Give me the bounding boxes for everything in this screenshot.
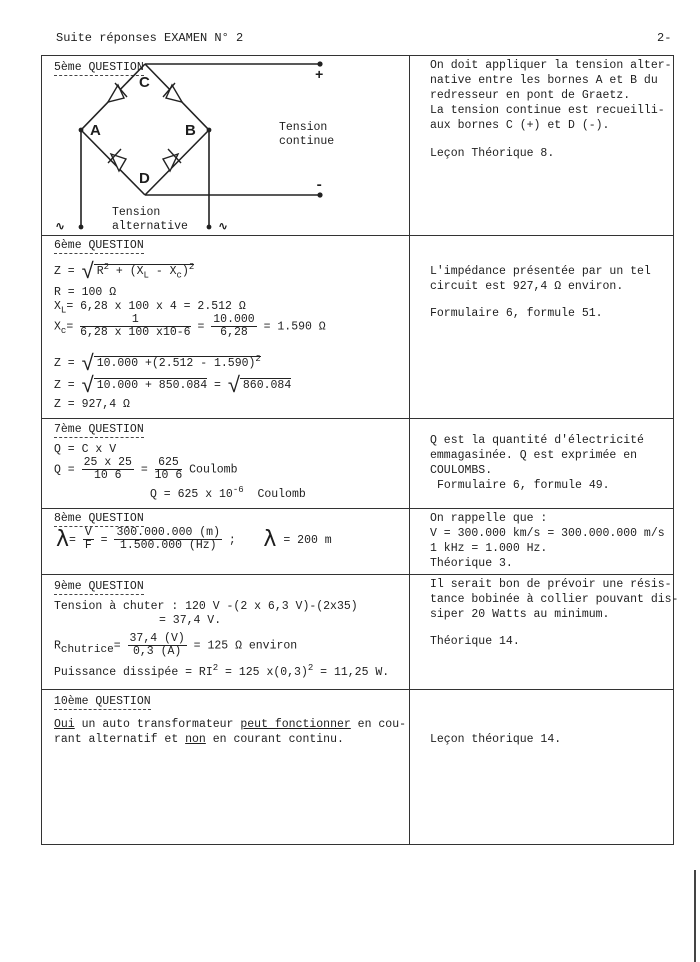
formula-text: Puissance dissipée = RI [54, 665, 213, 679]
numerator: 10.000 [213, 313, 255, 326]
formula-text: = 200 m [283, 534, 332, 547]
denominator: 1.500.000 (Hz) [119, 539, 217, 553]
question-8-cell [42, 509, 409, 574]
minus-terminal-label: - [315, 178, 324, 194]
numerator: 625 [155, 457, 183, 470]
diode-icon [163, 149, 181, 171]
formula-text: = [66, 320, 74, 334]
reference: Théorique 14. [430, 635, 520, 648]
formula-line: Puissance dissipée = $RI^2 = 125$ $x(0,3)^2 = 11,25$ W. [54, 663, 390, 679]
ac-voltage-label: alternative [112, 220, 188, 233]
node-label-b: B [185, 122, 196, 139]
lambda-symbol: λ [56, 527, 70, 552]
emphasis: Oui [54, 718, 75, 731]
formula-text: = 125 Ω environ [193, 639, 298, 653]
formula-text: en cou- [350, 718, 406, 731]
exponent: 2 [188, 262, 195, 273]
formula-wavelength: λ= $\frac{V}{F}$ = $\frac{300.000.000 (m)}{1.500.000 (Hz)}$ ; λ = 200 m [56, 526, 332, 553]
node-label-c: C [139, 74, 150, 91]
formula-text: un auto transformateur [74, 718, 241, 731]
fraction [83, 527, 94, 552]
answer-line: circuit est 927,4 Ω environ. [430, 280, 624, 293]
reference: Formulaire 6, formule 51. [430, 307, 603, 320]
answer-line: 1 kHz = 1.000 Hz. [430, 542, 548, 555]
answers-table [41, 55, 679, 845]
question-10-cell [42, 690, 409, 844]
ac-symbol-icon: ∿ [218, 219, 229, 233]
fraction [114, 527, 222, 552]
answer-10-cell [410, 690, 673, 844]
question-title: 5ème QUESTION [54, 61, 144, 74]
answer-line: On rappelle que : [430, 512, 548, 525]
formula-text: X [54, 320, 61, 334]
plus-terminal-label: + [315, 68, 324, 84]
answer-line: V = 300.000 km/s = 300.000.000 m/s [430, 527, 665, 540]
fraction [128, 633, 187, 658]
formula-impedance [54, 258, 194, 284]
document-header-title: Suite réponses EXAMEN N° 2 [56, 31, 244, 45]
exponent: -6 [232, 485, 244, 495]
formula-text: Q = [54, 463, 82, 477]
formula-line [54, 633, 297, 658]
formula-text: 10.000 +(2.512 - 1.590) [96, 357, 256, 370]
diode-icon [108, 149, 126, 171]
reference: Formulaire 6, formule 49. [437, 479, 610, 492]
answer-line [54, 732, 344, 747]
answer-line: siper 20 Watts au minimum. [430, 608, 610, 621]
answer-line: tance bobinée à collier pouvant dis- [430, 593, 679, 606]
numerator: 37,4 (V) [129, 632, 185, 645]
formula-text: R [54, 639, 61, 653]
ac-symbol-icon: ∿ [55, 219, 66, 233]
answer-line: La tension continue est recueilli- [430, 104, 665, 117]
answer-line [54, 717, 406, 732]
numerator: 25 x 25 [83, 456, 132, 469]
answer-line: L'impédance présentée par un tel [430, 265, 651, 278]
subscript: L [143, 270, 149, 281]
formula-text: Q = 625 x 10 [150, 487, 233, 501]
formula-text: ; [228, 534, 236, 547]
subscript: c [176, 270, 182, 281]
dc-voltage-label: continue [279, 135, 335, 148]
fraction [211, 314, 256, 339]
denominator: 10 6 [154, 469, 183, 482]
sqrt-icon: √ [227, 373, 240, 398]
answer-line: emmagasinée. Q est exprimée en [430, 449, 638, 462]
formula-text: en courant continu. [205, 733, 344, 746]
answer-line: COULOMBS. [430, 464, 493, 477]
answer-line: aux bornes C (+) et D (-). [430, 119, 610, 132]
scan-edge-mark [694, 870, 696, 962]
formula-text: Z = [54, 357, 82, 370]
question-title: 6ème QUESTION [54, 239, 144, 252]
sqrt-icon: √ [81, 259, 94, 284]
answer-line: On doit appliquer la tension alter- [430, 59, 672, 72]
question-5-cell [42, 56, 409, 235]
question-title: 8ème QUESTION [54, 512, 144, 525]
denominator: 10 6 [93, 469, 122, 482]
formula-text: + (X [109, 265, 144, 278]
fraction [82, 457, 134, 482]
numerator: 1 [80, 314, 190, 327]
formula-text: X [54, 300, 61, 313]
formula-line [150, 485, 306, 501]
formula-text: rant alternatif et [54, 733, 186, 746]
formula-text: = [207, 379, 228, 392]
answer-7-cell [410, 419, 673, 508]
formula-line: R = 100 Ω [54, 286, 117, 299]
sqrt-icon: √ [81, 351, 94, 376]
reference: Leçon théorique 14. [430, 733, 562, 746]
formula-text: R [96, 265, 104, 278]
formula-text: = 125 x(0,3) [218, 665, 308, 679]
formula-line: Q = C x V [54, 443, 117, 456]
reference: Théorique 3. [430, 557, 513, 570]
lambda-symbol: λ [263, 527, 277, 552]
subscript: L [60, 305, 67, 316]
formula-text: Z = [54, 265, 82, 278]
answer-line: redresseur en pont de Graetz. [430, 89, 631, 102]
sqrt-icon: √ [81, 373, 94, 398]
denominator: 6,28 [220, 326, 248, 339]
formula-text: Coulomb [189, 463, 238, 477]
denominator: 6,28 x 100 x10-6 [80, 326, 191, 339]
formula-text: = 11,25 W. [313, 665, 390, 679]
question-title: 10ème QUESTION [54, 695, 151, 708]
node-label-a: A [90, 122, 101, 139]
formula-text: = [69, 534, 76, 547]
formula-text: Coulomb [257, 487, 306, 501]
exponent: 2 [103, 262, 109, 273]
answer-9-cell [410, 575, 679, 689]
formula-text: = [133, 463, 155, 477]
formula-line: Z = 927,4 Ω [54, 398, 130, 411]
formula-text: Z = [54, 379, 82, 392]
graetz-bridge-diagram [42, 56, 409, 235]
formula-line: $X_c=$ $\frac{1}{6,28 x 100 x10-6}$ = $\frac{10.000}{6,28}$ = 1.590 Ω [54, 313, 326, 339]
formula-text: 860.084 [240, 378, 291, 392]
denominator: F [84, 539, 92, 553]
exponent: 2 [255, 354, 261, 365]
answer-line: Q est la quantité d'électricité [430, 434, 644, 447]
numerator: 300.000.000 (m) [116, 526, 220, 540]
answer-8-cell [410, 509, 673, 574]
question-7-cell [42, 419, 409, 508]
dc-voltage-label: Tension [279, 121, 328, 134]
formula-text: 10.000 + 850.084 [94, 378, 207, 392]
question-title: 9ème QUESTION [54, 580, 144, 593]
question-title: 7ème QUESTION [54, 423, 144, 436]
formula-text: - X [148, 265, 177, 278]
answer-line: native entre les bornes A et B du [430, 74, 658, 87]
reference: Leçon Théorique 8. [430, 147, 555, 160]
fraction [155, 457, 183, 482]
ac-voltage-label: Tension [112, 206, 161, 219]
fraction [80, 314, 190, 339]
formula-line: Tension à chuter : 120 V -(2 x 6,3 V)-(2x35) [54, 600, 358, 613]
denominator: 0,3 (A) [132, 645, 182, 658]
emphasis: non [185, 733, 206, 746]
numerator: V [84, 526, 92, 540]
node-label-d: D [139, 170, 150, 187]
emphasis: peut fonctionner [240, 718, 351, 731]
formula-text: = 1.590 Ω [263, 320, 326, 334]
formula-line [54, 457, 237, 482]
subscript: chutrice [60, 643, 114, 656]
question-6-cell [42, 236, 409, 418]
formula-line [54, 372, 291, 398]
formula-text: = [113, 639, 121, 653]
subscript: c [60, 325, 67, 336]
answer-5-cell [410, 56, 673, 235]
page-number: 2- [657, 31, 672, 45]
formula-text: = 6,28 x 100 x 4 = 2.512 Ω [66, 300, 246, 313]
answer-line: Il serait bon de prévoir une résis- [430, 578, 672, 591]
formula-line: = 37,4 V. [159, 614, 222, 627]
formula-text: ) [181, 265, 189, 278]
answer-6-cell [410, 236, 673, 418]
question-9-cell [42, 575, 409, 689]
